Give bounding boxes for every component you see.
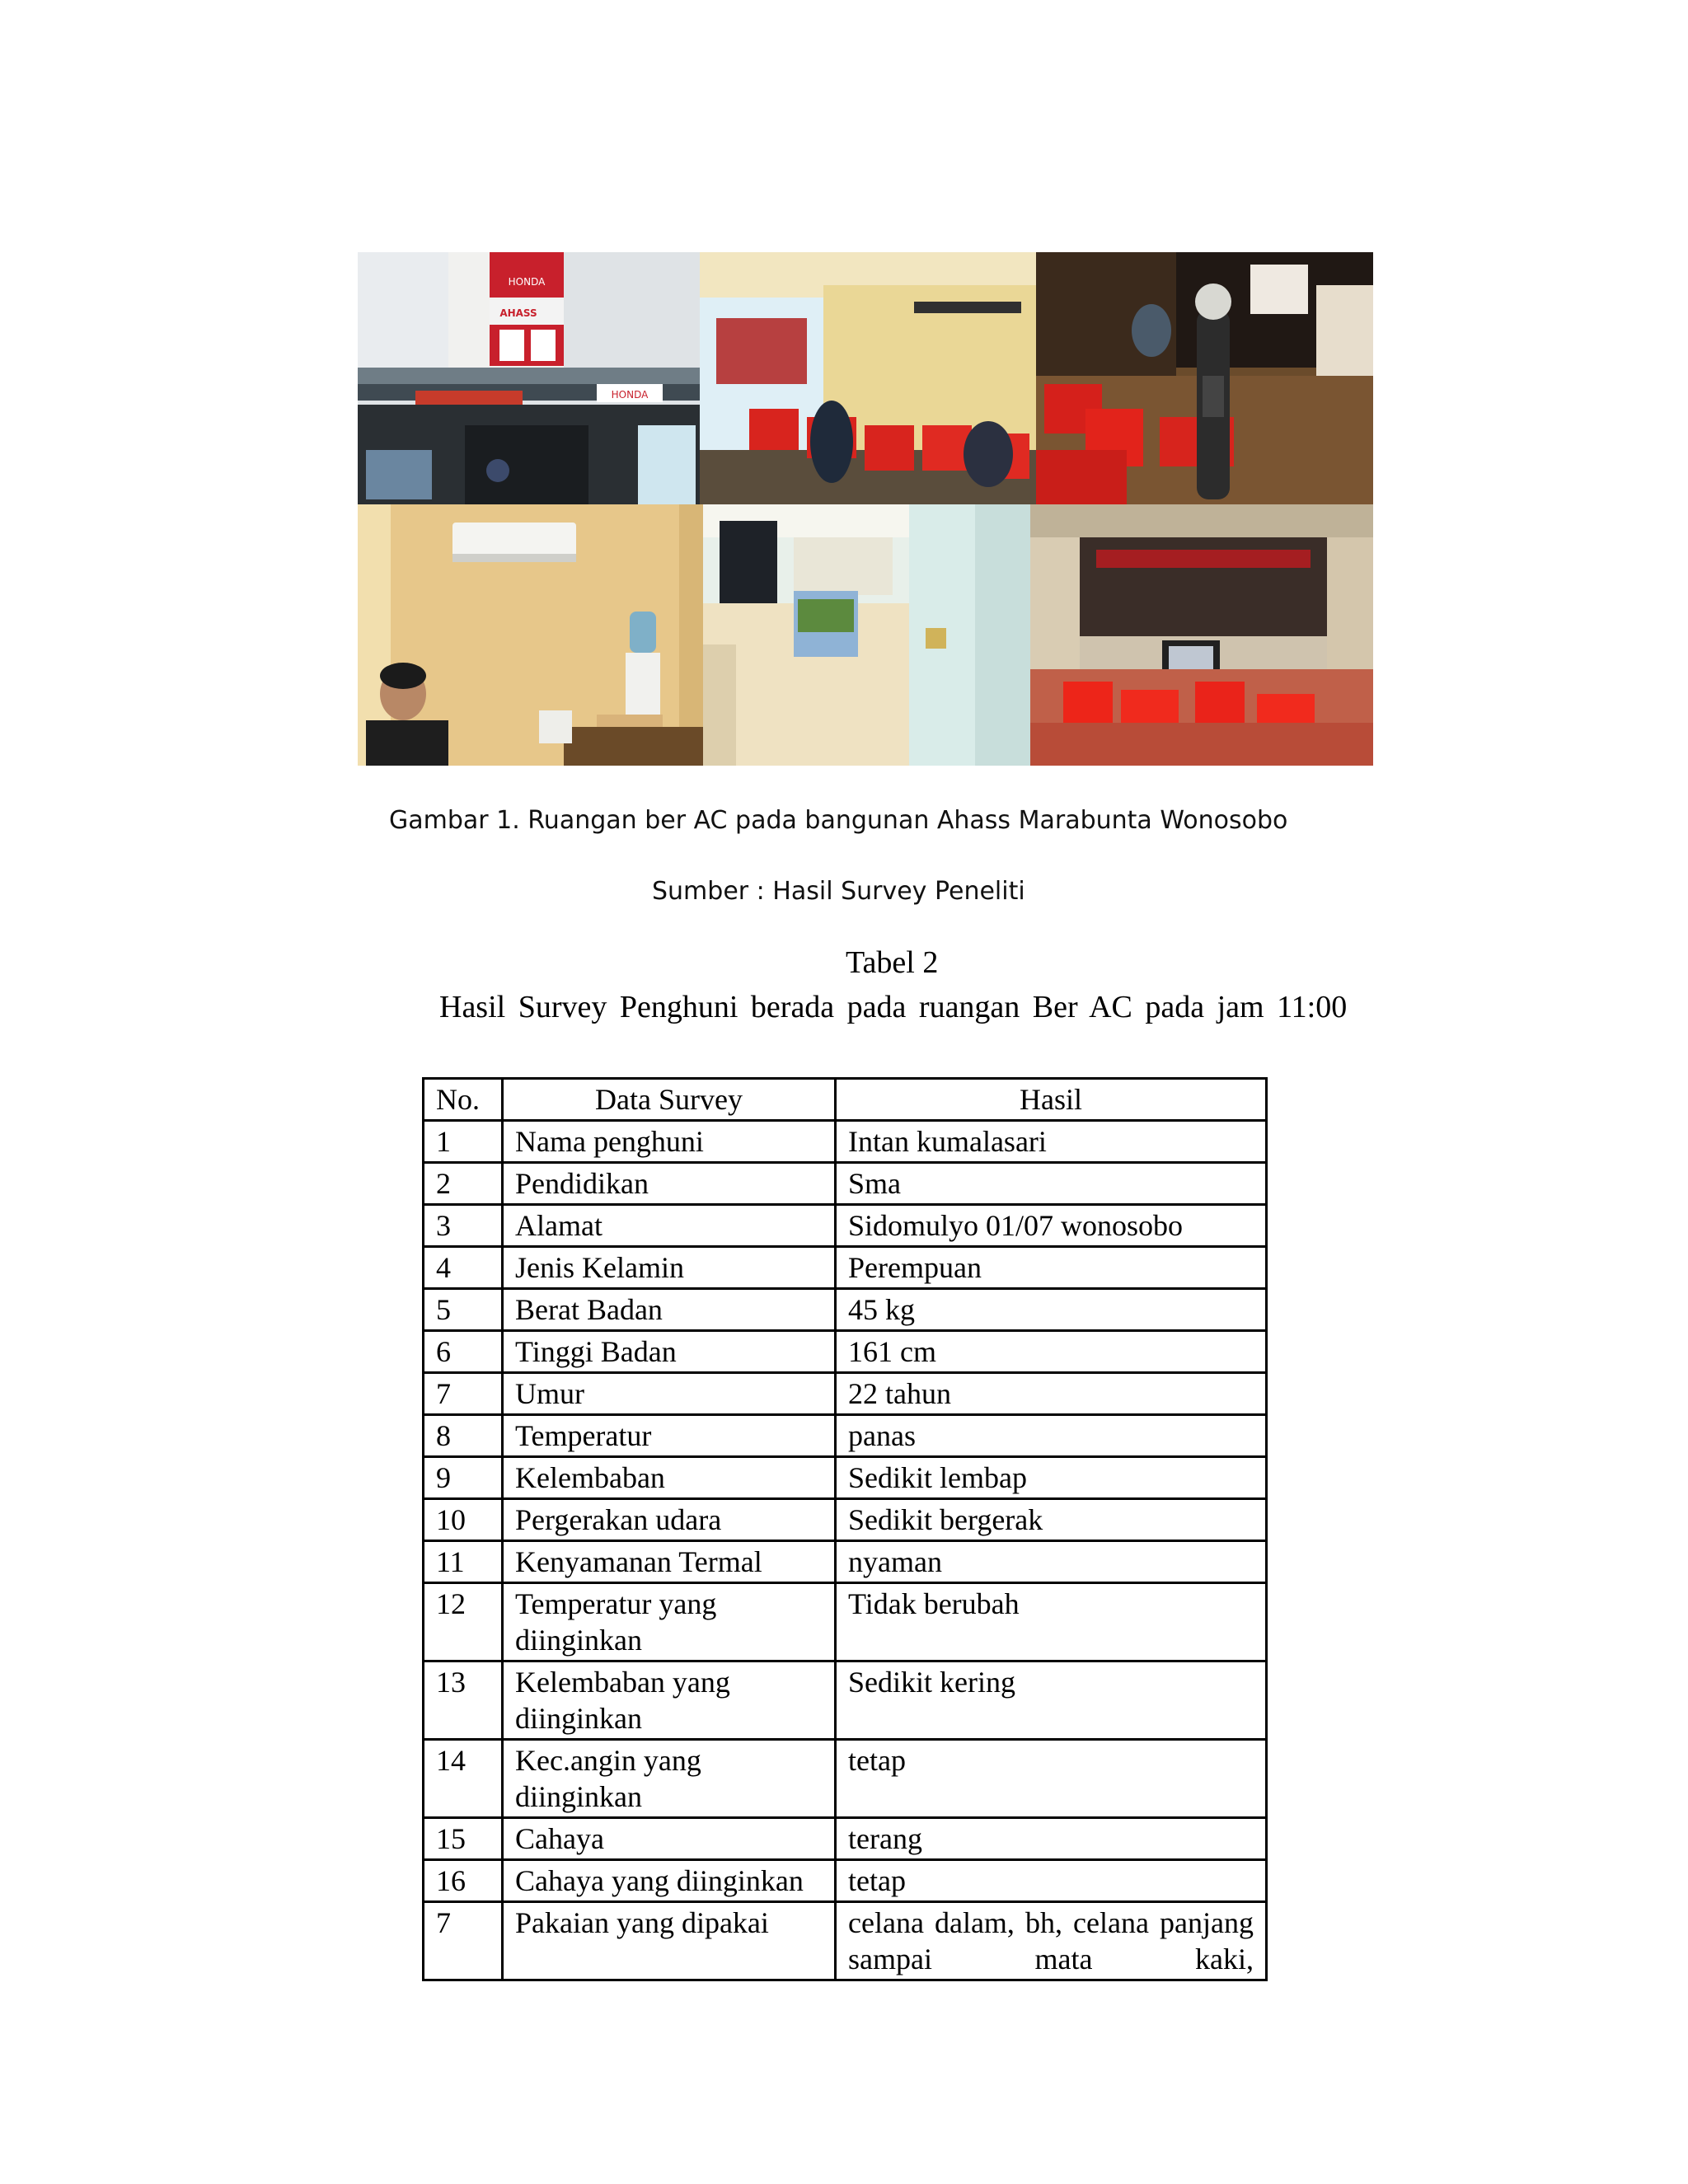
cell-data-survey: Temperatur yang diinginkan (503, 1583, 836, 1661)
photo-collage (358, 252, 1373, 766)
cell-no: 1 (424, 1121, 503, 1163)
photo-interior-measurement (1036, 252, 1373, 504)
table-row (424, 1740, 1267, 1818)
ahass-sign-text: AHASS (499, 307, 537, 319)
table-label: Tabel 2 (846, 945, 939, 980)
photo-waiting-room (700, 252, 1036, 504)
photo-service-counter (703, 504, 1030, 766)
table-row (424, 1331, 1267, 1373)
table-row (424, 1902, 1267, 1980)
cell-no: 7 (424, 1902, 503, 1980)
cell-no: 8 (424, 1415, 503, 1457)
cell-no: 9 (424, 1457, 503, 1499)
photo-showroom (1030, 504, 1373, 766)
table-row (424, 1661, 1267, 1740)
cell-data-survey: Nama penghuni (503, 1121, 836, 1163)
header-data-survey: Data Survey (503, 1079, 836, 1121)
cell-hasil: tetap (836, 1740, 1267, 1818)
cell-hasil: Sma (836, 1163, 1267, 1205)
cell-no: 11 (424, 1541, 503, 1583)
cell-hasil: celana dalam, bh, celana panjang sampai mata kaki, (836, 1902, 1267, 1980)
table-row (424, 1415, 1267, 1457)
figure-source: Sumber : Hasil Survey Peneliti (652, 877, 1025, 906)
cell-data-survey: Cahaya (503, 1818, 836, 1860)
cell-data-survey: Alamat (503, 1205, 836, 1247)
cell-data-survey: Kelembaban (503, 1457, 836, 1499)
cell-data-survey: Kelembaban yang diinginkan (503, 1661, 836, 1740)
cell-hasil: 161 cm (836, 1331, 1267, 1373)
figure-caption: Gambar 1. Ruangan ber AC pada bangunan Ahass Marabunta Wonosobo (389, 806, 1288, 835)
honda-sign-text: HONDA (508, 276, 546, 288)
cell-no: 4 (424, 1247, 503, 1289)
table-header-row (424, 1079, 1267, 1121)
cell-data-survey: Pakaian yang dipakai (503, 1902, 836, 1980)
table-title: Hasil Survey Penghuni berada pada ruangan Ber AC pada jam 11:00 (439, 990, 1348, 1024)
cell-hasil: tetap (836, 1860, 1267, 1902)
table-row (424, 1247, 1267, 1289)
cell-no: 12 (424, 1583, 503, 1661)
cell-data-survey: Berat Badan (503, 1289, 836, 1331)
cell-hasil: nyaman (836, 1541, 1267, 1583)
cell-data-survey: Jenis Kelamin (503, 1247, 836, 1289)
cell-hasil: Sedikit kering (836, 1661, 1267, 1740)
cell-hasil: Tidak berubah (836, 1583, 1267, 1661)
cell-no: 13 (424, 1661, 503, 1740)
cell-data-survey: Cahaya yang diinginkan (503, 1860, 836, 1902)
cell-data-survey: Pergerakan udara (503, 1499, 836, 1541)
cell-no: 3 (424, 1205, 503, 1247)
photo-storefront (358, 252, 700, 504)
photo-ac-room (358, 504, 703, 766)
table-row (424, 1373, 1267, 1415)
cell-data-survey: Umur (503, 1373, 836, 1415)
cell-no: 7 (424, 1373, 503, 1415)
table-row (424, 1818, 1267, 1860)
cell-no: 16 (424, 1860, 503, 1902)
cell-no: 10 (424, 1499, 503, 1541)
cell-data-survey: Kec.angin yang diinginkan (503, 1740, 836, 1818)
cell-data-survey: Kenyamanan Termal (503, 1541, 836, 1583)
cell-hasil: 22 tahun (836, 1373, 1267, 1415)
survey-table (422, 1077, 1268, 1981)
table-row (424, 1860, 1267, 1902)
cell-no: 2 (424, 1163, 503, 1205)
cell-hasil: panas (836, 1415, 1267, 1457)
cell-no: 6 (424, 1331, 503, 1373)
cell-hasil: Sidomulyo 01/07 wonosobo (836, 1205, 1267, 1247)
table-body (424, 1121, 1267, 1980)
header-hasil: Hasil (836, 1079, 1267, 1121)
cell-hasil: terang (836, 1818, 1267, 1860)
cell-data-survey: Temperatur (503, 1415, 836, 1457)
honda-banner-text: HONDA (611, 389, 649, 401)
table-row (424, 1289, 1267, 1331)
cell-data-survey: Tinggi Badan (503, 1331, 836, 1373)
cell-hasil: Sedikit lembap (836, 1457, 1267, 1499)
table-row (424, 1541, 1267, 1583)
table-row (424, 1121, 1267, 1163)
table-row (424, 1499, 1267, 1541)
header-no: No. (424, 1079, 503, 1121)
cell-hasil: 45 kg (836, 1289, 1267, 1331)
table-row (424, 1583, 1267, 1661)
cell-no: 14 (424, 1740, 503, 1818)
cell-no: 5 (424, 1289, 503, 1331)
table-row (424, 1457, 1267, 1499)
table-row (424, 1163, 1267, 1205)
cell-data-survey: Pendidikan (503, 1163, 836, 1205)
cell-no: 15 (424, 1818, 503, 1860)
cell-hasil: Intan kumalasari (836, 1121, 1267, 1163)
cell-hasil: Sedikit bergerak (836, 1499, 1267, 1541)
cell-hasil: Perempuan (836, 1247, 1267, 1289)
table-row (424, 1205, 1267, 1247)
